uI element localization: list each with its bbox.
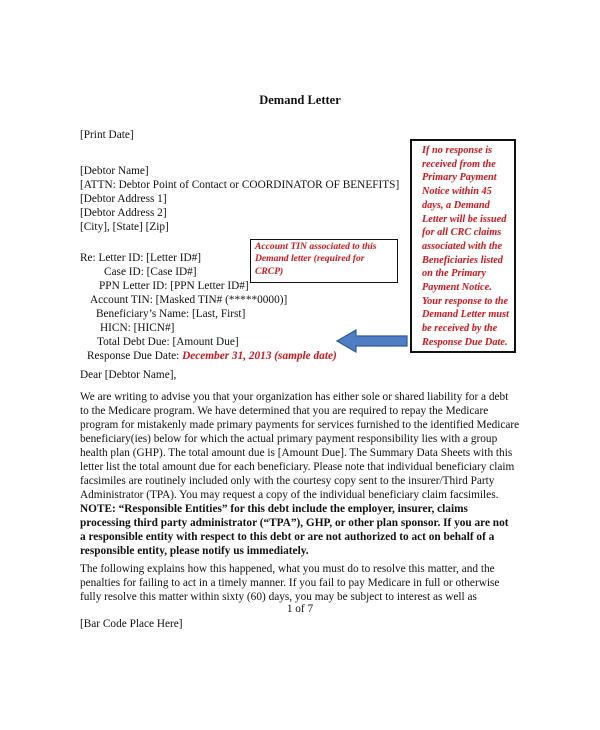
address-line-4: [Debtor Address 2] <box>80 207 167 219</box>
tin-callout <box>250 239 398 283</box>
paragraph2-line: The following explains how this happened, what you must do to resolve this matter, and the <box>80 563 495 575</box>
letter-title: Demand Letter <box>259 93 341 107</box>
re-letter-id: Re: Letter ID: [Letter ID#] <box>80 252 202 264</box>
paragraph2-line: fully resolve this matter within sixty (60) days, you may be subject to interest as well as <box>80 591 477 603</box>
left-arrow-icon <box>336 329 408 353</box>
re-total-debt-due: Total Debt Due: [Amount Due] <box>97 336 239 348</box>
address-line-2: [ATTN: Debtor Point of Contact or COORDINATOR OF BENEFITS] <box>80 179 400 191</box>
paragraph1-line: facsimiles are routinely included only with the courtesy copy sent to the insurer/Third Party <box>80 475 495 487</box>
paragraph1-line: to the Medicare program. We have determined that you are required to repay the Medicare <box>80 405 489 417</box>
note-line: processing third party administrator (“TPA”), GHP, or other plan sponsor. If you are not <box>80 517 509 529</box>
note-line: a responsible entity with respect to this debt or are not authorized to act on behalf of a <box>80 531 495 543</box>
paragraph2-line: penalties for failing to act in a timely manner. If you fail to pay Medicare in full or otherwise <box>80 577 500 589</box>
bar-code-placeholder: [Bar Code Place Here] <box>80 618 183 630</box>
note-line: responsible entity, please notify us immediately. <box>80 545 309 557</box>
re-case-id: Case ID: [Case ID#] <box>104 266 197 278</box>
re-account-tin: Account TIN: [Masked TIN# (*****0000)] <box>90 294 288 306</box>
paragraph1-line: program for mistakenly made primary payments for services furnished to the identified Medicare <box>80 419 520 431</box>
page-number: 1 of 7 <box>286 603 314 615</box>
address-line-3: [Debtor Address 1] <box>80 193 167 205</box>
re-response-due-date <box>87 349 337 363</box>
paragraph1-line: Administrator (TPA). You may request a copy of the individual beneficiary claim facsimiles. <box>80 489 499 501</box>
address-line-5: [City], [State] [Zip] <box>80 221 169 233</box>
response-due-value: December 31, 2013 (sample date) <box>182 350 337 362</box>
paragraph1-line: letter list the total amount due for each beneficiary. Please note that individual beneficiary claim <box>80 461 515 473</box>
re-ppn-letter-id: PPN Letter ID: [PPN Letter ID#] <box>99 280 249 292</box>
paragraph1-line: health plan (GHP). The total amount due is [Amount Due]. The Summary Data Sheets with this <box>80 447 513 459</box>
response-info-callout <box>410 139 516 353</box>
tin-callout-text: Account TIN associated to this Demand letter (required for CRCP) <box>255 241 377 277</box>
paragraph1-line: beneficiary(ies) below for which the actual primary payment responsibility lies with a group <box>80 433 498 445</box>
salutation: Dear [Debtor Name], <box>80 369 177 381</box>
note-line: NOTE: “Responsible Entities” for this debt include the employer, insurer, claims <box>80 503 468 515</box>
address-line-1: [Debtor Name] <box>80 165 149 177</box>
re-hicn: HICN: [HICN#] <box>100 322 175 334</box>
response-due-label: Response Due Date: <box>87 350 180 362</box>
response-info-text: If no response is received from the Primary Payment Notice within 45 days, a Demand Letter will be issued for all CRC claims associated with the Beneficiaries listed on the Primary Payment Notice. Your response to the Demand Letter must be received by the Response Due Date. <box>422 145 509 348</box>
paragraph1-line: We are writing to advise you that your organization has either sole or shared liability for a debt <box>80 391 509 403</box>
print-date: [Print Date] <box>80 129 134 141</box>
re-beneficiary-name: Beneficiary’s Name: [Last, First] <box>96 308 246 320</box>
